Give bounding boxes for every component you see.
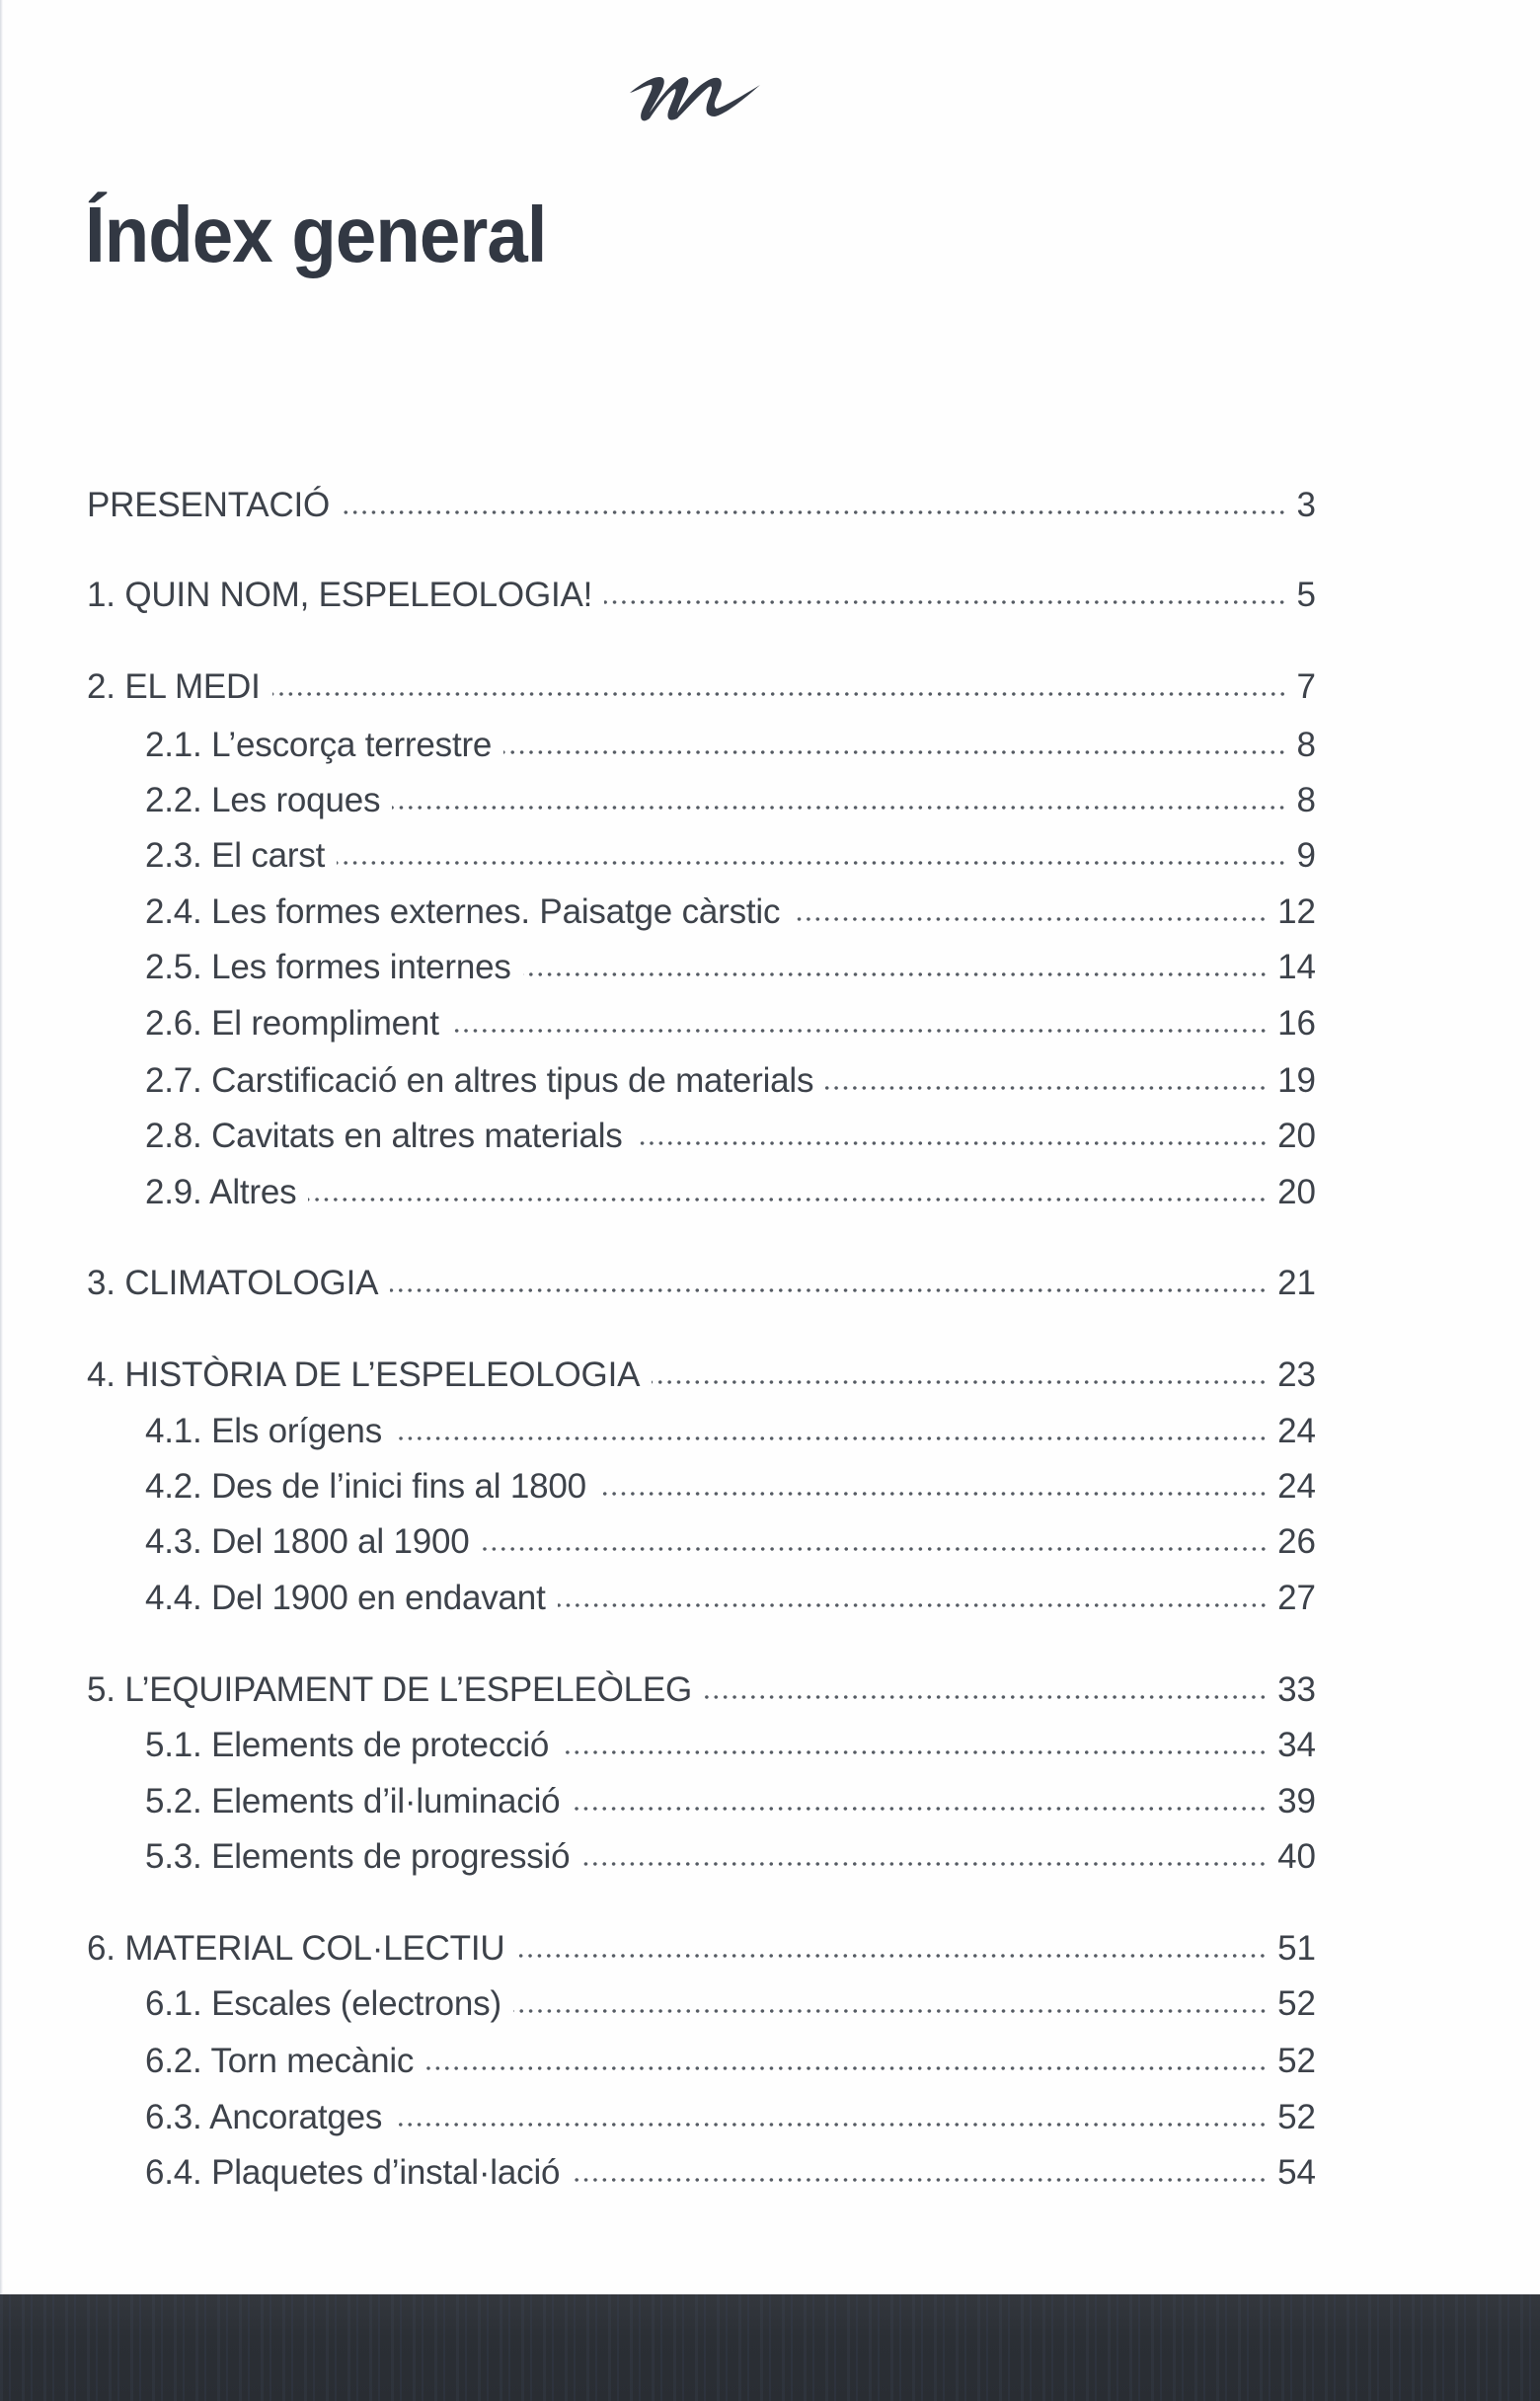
dot-leader — [598, 1489, 1268, 1499]
toc-entry-label: 5.1. Elements de protecció — [145, 1726, 550, 1764]
toc-page-number: 39 — [1277, 1782, 1316, 1820]
dot-leader — [394, 1433, 1268, 1443]
dot-leader — [523, 969, 1268, 979]
toc-page-number: 7 — [1296, 667, 1316, 706]
dot-leader — [342, 507, 1286, 517]
toc-entry-label: PRESENTACIÓ — [87, 486, 331, 524]
dot-leader — [581, 1859, 1268, 1869]
toc-subsection-entry[interactable] — [145, 1778, 1316, 1825]
toc-page-number: 24 — [1277, 1467, 1316, 1506]
dot-leader — [308, 1195, 1268, 1204]
toc-page-number: 52 — [1277, 2042, 1316, 2080]
toc-page-number: 14 — [1277, 948, 1316, 986]
toc-page-number: 9 — [1296, 836, 1316, 875]
dot-leader — [561, 1747, 1268, 1757]
dot-leader — [635, 1138, 1268, 1148]
toc-page-number: 34 — [1277, 1726, 1316, 1764]
toc-page-number: 8 — [1296, 726, 1316, 764]
toc-entry-label: 2.3. El carst — [145, 836, 326, 875]
dot-leader — [451, 1026, 1268, 1036]
dot-leader — [513, 2006, 1268, 2016]
toc-entry-label: 2.5. Les formes internes — [145, 948, 511, 986]
toc-entry-label: 5. L’EQUIPAMENT DE L’ESPELEÒLEG — [87, 1670, 693, 1709]
toc-entry-label: 2.2. Les roques — [145, 781, 381, 819]
toc-page-number: 24 — [1277, 1412, 1316, 1450]
toc-page-number: 19 — [1277, 1061, 1316, 1100]
toc-entry-label: 5.3. Elements de progressió — [145, 1837, 571, 1876]
footer-band — [0, 2294, 1540, 2401]
dot-leader — [272, 689, 1287, 699]
toc-page-number: 8 — [1296, 781, 1316, 819]
toc-subsection-entry[interactable] — [145, 2094, 1316, 2141]
toc-entry-label: 2.4. Les formes externes. Paisatge càrstic — [145, 892, 781, 931]
toc-page-number: 23 — [1277, 1355, 1316, 1394]
toc-page-number: 16 — [1277, 1004, 1316, 1043]
toc-subsection-entry[interactable] — [145, 1057, 1316, 1105]
dot-leader — [337, 858, 1286, 868]
toc-entry-label: 6.1. Escales (electrons) — [145, 1984, 501, 2023]
toc-chapter-entry[interactable] — [87, 1925, 1316, 1973]
dot-leader — [392, 803, 1286, 813]
toc-subsection-entry[interactable] — [145, 944, 1316, 991]
toc-entry-label: 2.8. Cavitats en altres materials — [145, 1117, 623, 1155]
toc-entry-label: 6.4. Plaquetes d’instal·lació — [145, 2153, 561, 2192]
toc-entry-label: 1. QUIN NOM, ESPELEOLOGIA! — [87, 576, 593, 614]
toc-subsection-entry[interactable] — [145, 1000, 1316, 1047]
toc-page-number: 5 — [1296, 576, 1316, 614]
toc-entry-label: 2.7. Carstificació en altres tipus de materials — [145, 1061, 814, 1100]
toc-chapter-entry[interactable] — [87, 663, 1316, 711]
toc-subsection-entry[interactable] — [145, 777, 1316, 824]
toc-page-number: 51 — [1277, 1929, 1316, 1968]
toc-chapter-entry[interactable] — [87, 1260, 1316, 1307]
dot-leader — [503, 747, 1286, 757]
dot-leader — [394, 2120, 1268, 2130]
toc-entry-label: 4.1. Els orígens — [145, 1412, 382, 1450]
dot-leader — [792, 914, 1268, 924]
toc-subsection-entry[interactable] — [145, 1575, 1316, 1622]
toc-subsection-entry[interactable] — [145, 1518, 1316, 1566]
dot-leader — [572, 1804, 1268, 1814]
toc-subsection-entry[interactable] — [145, 1463, 1316, 1510]
toc-page-number: 20 — [1277, 1117, 1316, 1155]
toc-subsection-entry[interactable] — [145, 1722, 1316, 1769]
toc-page-number: 21 — [1277, 1264, 1316, 1302]
toc-chapter-entry[interactable] — [87, 1666, 1316, 1714]
dot-leader — [558, 1600, 1268, 1610]
page-title: Índex general — [85, 191, 547, 278]
toc-entry-label: 4. HISTÒRIA DE L’ESPELEOLOGIA — [87, 1355, 641, 1394]
dot-leader — [516, 1951, 1268, 1961]
dot-leader — [704, 1692, 1268, 1702]
toc-subsection-entry[interactable] — [145, 2038, 1316, 2085]
dot-leader — [482, 1544, 1269, 1554]
dot-leader — [425, 2063, 1268, 2073]
toc-page-number: 54 — [1277, 2153, 1316, 2192]
toc-entry-label: 2.1. L’escorça terrestre — [145, 726, 493, 764]
toc-entry-label: 4.4. Del 1900 en endavant — [145, 1579, 546, 1617]
toc-page-number: 26 — [1277, 1522, 1316, 1561]
toc-entry-label: 6.3. Ancoratges — [145, 2098, 383, 2136]
toc-entry-label: 4.2. Des de l’inici fins al 1800 — [145, 1467, 586, 1506]
toc-page-number: 12 — [1277, 892, 1316, 931]
toc-entry-label: 5.2. Elements d’il·luminació — [145, 1782, 561, 1820]
toc-page-number: 33 — [1277, 1670, 1316, 1709]
toc-entry-label: 6.2. Torn mecànic — [145, 2042, 415, 2080]
toc-chapter-entry[interactable] — [87, 482, 1316, 529]
dot-leader — [390, 1285, 1268, 1295]
dot-leader — [825, 1083, 1268, 1093]
toc-subsection-entry[interactable] — [145, 832, 1316, 880]
dot-leader — [604, 597, 1286, 607]
dot-leader — [572, 2175, 1268, 2185]
toc-page-number: 40 — [1277, 1837, 1316, 1876]
toc-entry-label: 4.3. Del 1800 al 1900 — [145, 1522, 470, 1561]
toc-page-number: 3 — [1296, 486, 1316, 524]
toc-entry-label: 6. MATERIAL COL·LECTIU — [87, 1929, 505, 1968]
toc-subsection-entry[interactable] — [145, 1169, 1316, 1216]
dot-leader — [652, 1377, 1268, 1387]
toc-subsection-entry[interactable] — [145, 1408, 1316, 1455]
toc-subsection-entry[interactable] — [145, 1980, 1316, 2028]
page-edge-shadow — [0, 0, 3, 2294]
toc-subsection-entry[interactable] — [145, 889, 1316, 936]
toc-entry-label: 3. CLIMATOLOGIA — [87, 1264, 379, 1302]
toc-page-number: 27 — [1277, 1579, 1316, 1617]
toc-page-number: 52 — [1277, 2098, 1316, 2136]
toc-subsection-entry[interactable] — [145, 2149, 1316, 2197]
toc-page-number: 20 — [1277, 1173, 1316, 1211]
toc-entry-label: 2.9. Altres — [145, 1173, 297, 1211]
toc-subsection-entry[interactable] — [145, 1833, 1316, 1881]
toc-page-number: 52 — [1277, 1984, 1316, 2023]
toc-entry-label: 2.6. El reompliment — [145, 1004, 439, 1043]
toc-subsection-entry[interactable] — [145, 1113, 1316, 1160]
toc-entry-label: 2. EL MEDI — [87, 667, 261, 706]
toc-subsection-entry[interactable] — [145, 722, 1316, 769]
table-of-contents — [87, 0, 1316, 2271]
toc-chapter-entry[interactable] — [87, 572, 1316, 619]
toc-chapter-entry[interactable] — [87, 1352, 1316, 1399]
